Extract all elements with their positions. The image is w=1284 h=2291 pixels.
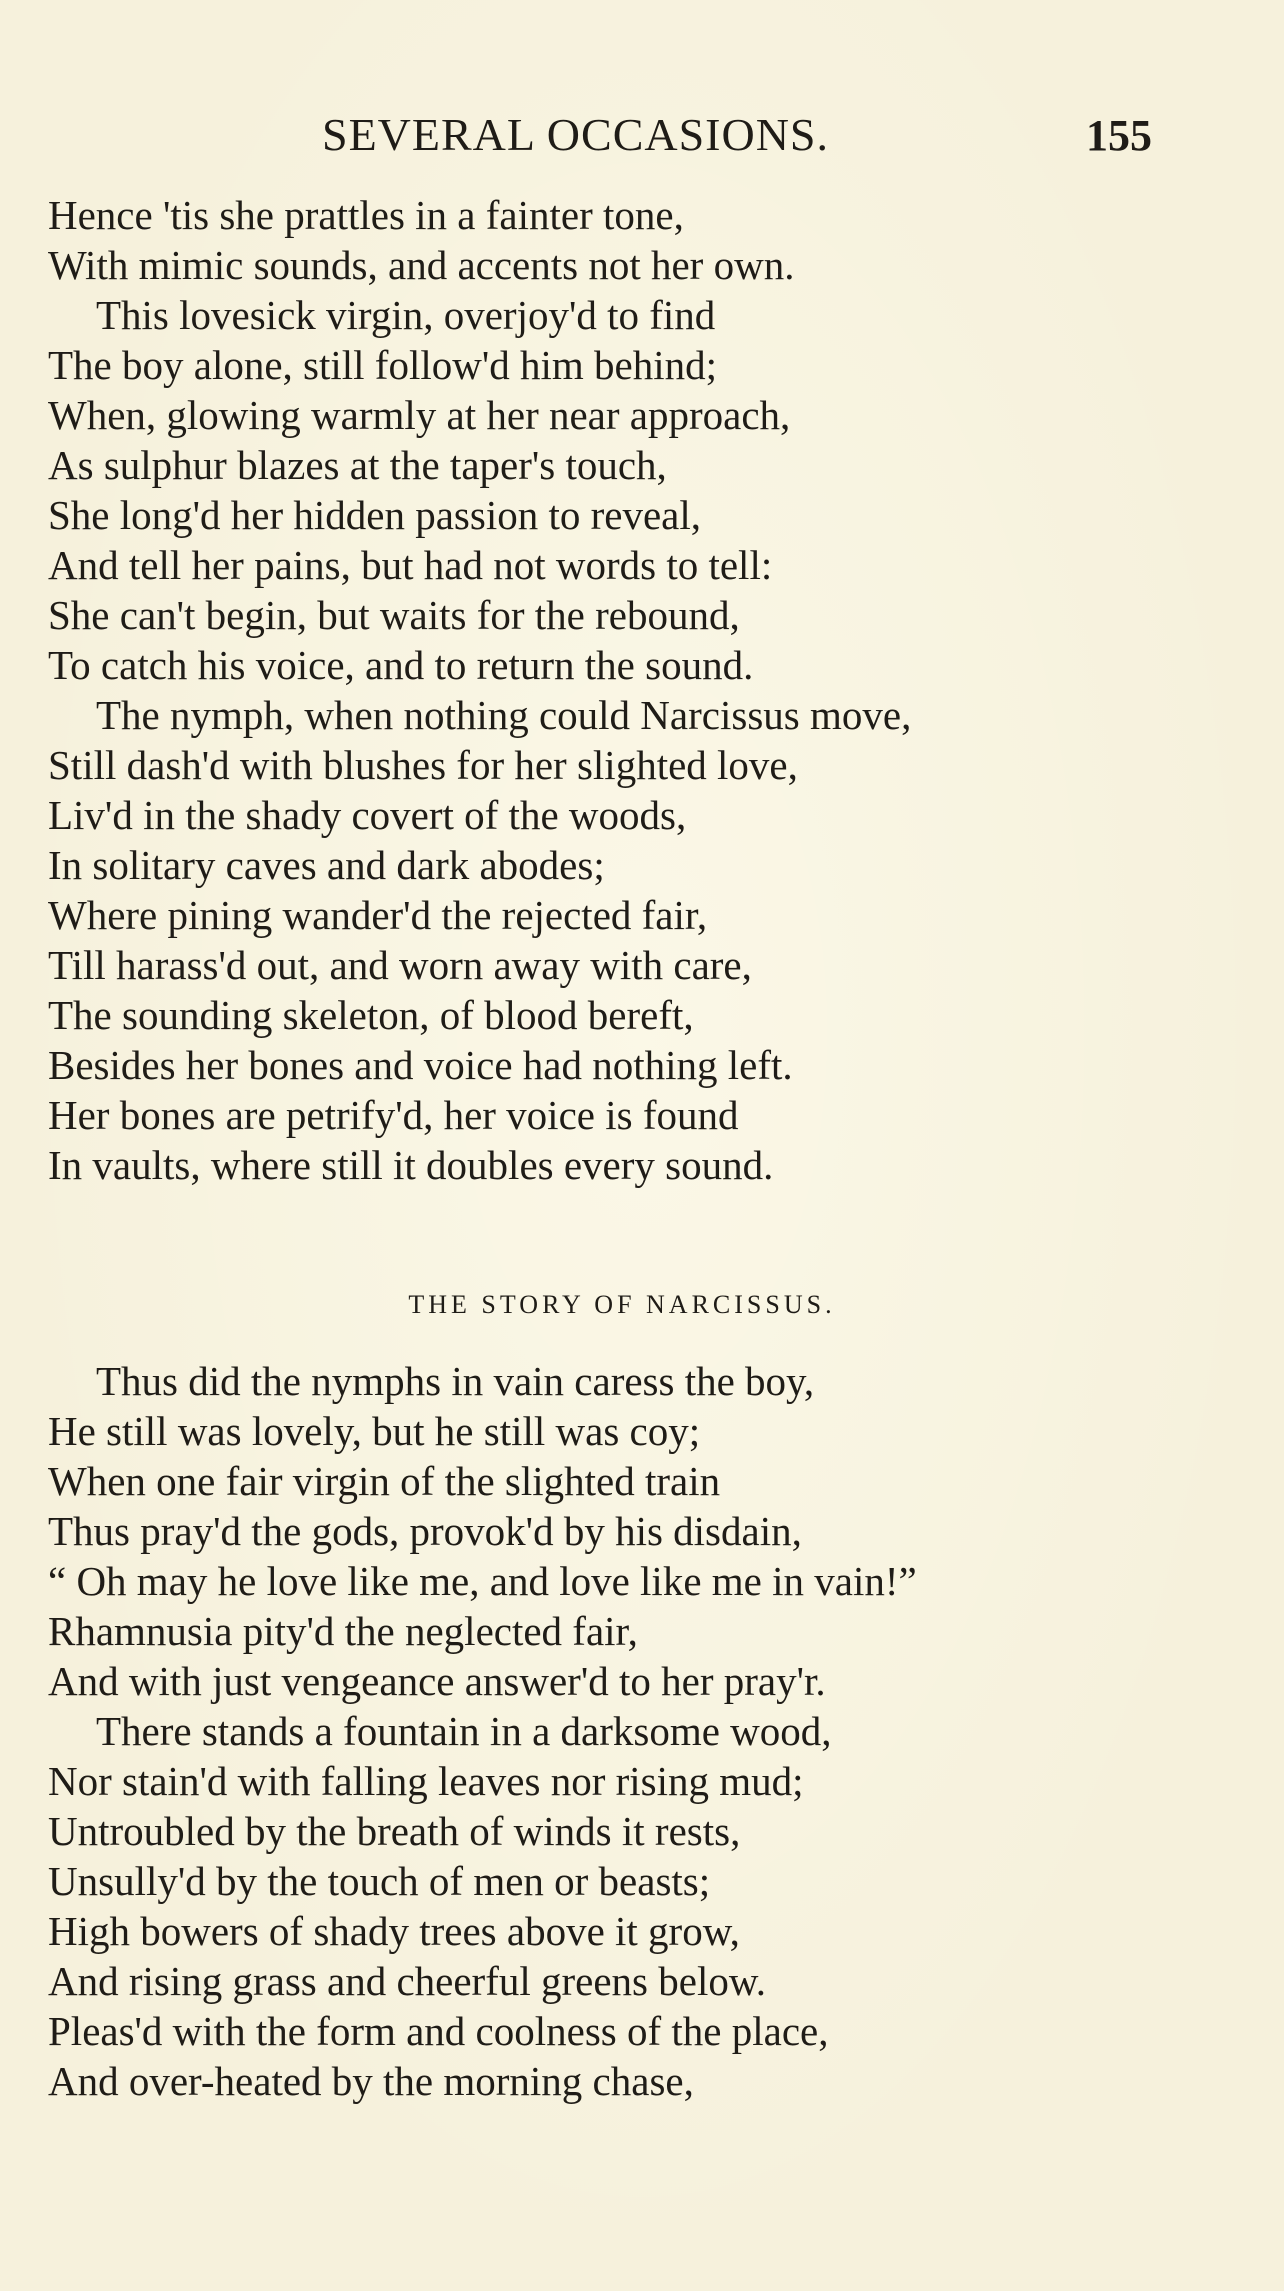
- page-header: [0, 108, 1284, 168]
- verse-line: As sulphur blazes at the taper's touch,: [48, 442, 667, 488]
- verse-line: Where pining wander'd the rejected fair,: [48, 892, 708, 938]
- running-head: SEVERAL OCCASIONS.: [322, 109, 830, 160]
- verse-line: When, glowing warmly at her near approach,: [48, 392, 791, 438]
- verse-line: She can't begin, but waits for the rebound,: [48, 592, 740, 638]
- verse-line: Till harass'd out, and worn away with care,: [48, 942, 752, 988]
- verse-line: Nor stain'd with falling leaves nor rising mud;: [48, 1758, 804, 1804]
- verse-line: Liv'd in the shady covert of the woods,: [48, 792, 687, 838]
- verse-line: And with just vengeance answer'd to her pray'r.: [48, 1658, 826, 1704]
- verse-line: Still dash'd with blushes for her slighted love,: [48, 742, 798, 788]
- verse-line: Unsully'd by the touch of men or beasts;: [48, 1858, 711, 1904]
- verse-line: “ Oh may he love like me, and love like me in vain!”: [48, 1558, 917, 1604]
- verse-line: And rising grass and cheerful greens below.: [48, 1958, 767, 2004]
- section-title: THE STORY OF NARCISSUS.: [408, 1290, 836, 1319]
- verse-line: She long'd her hidden passion to reveal,: [48, 492, 701, 538]
- verse-line: Her bones are petrify'd, her voice is found: [48, 1092, 739, 1138]
- verse-line: He still was lovely, but he still was coy;: [48, 1408, 701, 1454]
- narcissus-passage: [48, 1356, 1248, 2106]
- verse-line: The nymph, when nothing could Narcissus move,: [96, 692, 912, 738]
- verse-line: Besides her bones and voice had nothing left.: [48, 1042, 793, 1088]
- verse-line: With mimic sounds, and accents not her own.: [48, 242, 795, 288]
- verse-line: And tell her pains, but had not words to tell:: [48, 542, 773, 588]
- echo-passage: [48, 190, 1248, 1190]
- verse-line: And over-heated by the morning chase,: [48, 2058, 694, 2104]
- page-number: 155: [1086, 111, 1152, 160]
- verse-line: Untroubled by the breath of winds it rests,: [48, 1808, 741, 1854]
- verse-line: Pleas'd with the form and coolness of the place,: [48, 2008, 829, 2054]
- verse-line: In solitary caves and dark abodes;: [48, 842, 605, 888]
- verse-line: Thus did the nymphs in vain caress the boy,: [96, 1358, 815, 1404]
- verse-line: This lovesick virgin, overjoy'd to find: [96, 292, 716, 338]
- verse-line: The sounding skeleton, of blood bereft,: [48, 992, 694, 1038]
- verse-line: High bowers of shady trees above it grow,: [48, 1908, 740, 1954]
- verse-line: Rhamnusia pity'd the neglected fair,: [48, 1608, 638, 1654]
- verse-line: When one fair virgin of the slighted train: [48, 1458, 721, 1504]
- verse-line: To catch his voice, and to return the sound.: [48, 642, 754, 688]
- verse-line: In vaults, where still it doubles every sound.: [48, 1142, 774, 1188]
- verse-line: Thus pray'd the gods, provok'd by his disdain,: [48, 1508, 802, 1554]
- verse-line: The boy alone, still follow'd him behind;: [48, 342, 717, 388]
- verse-line: There stands a fountain in a darksome wood,: [96, 1708, 832, 1754]
- verse-line: Hence 'tis she prattles in a fainter tone,: [48, 192, 684, 238]
